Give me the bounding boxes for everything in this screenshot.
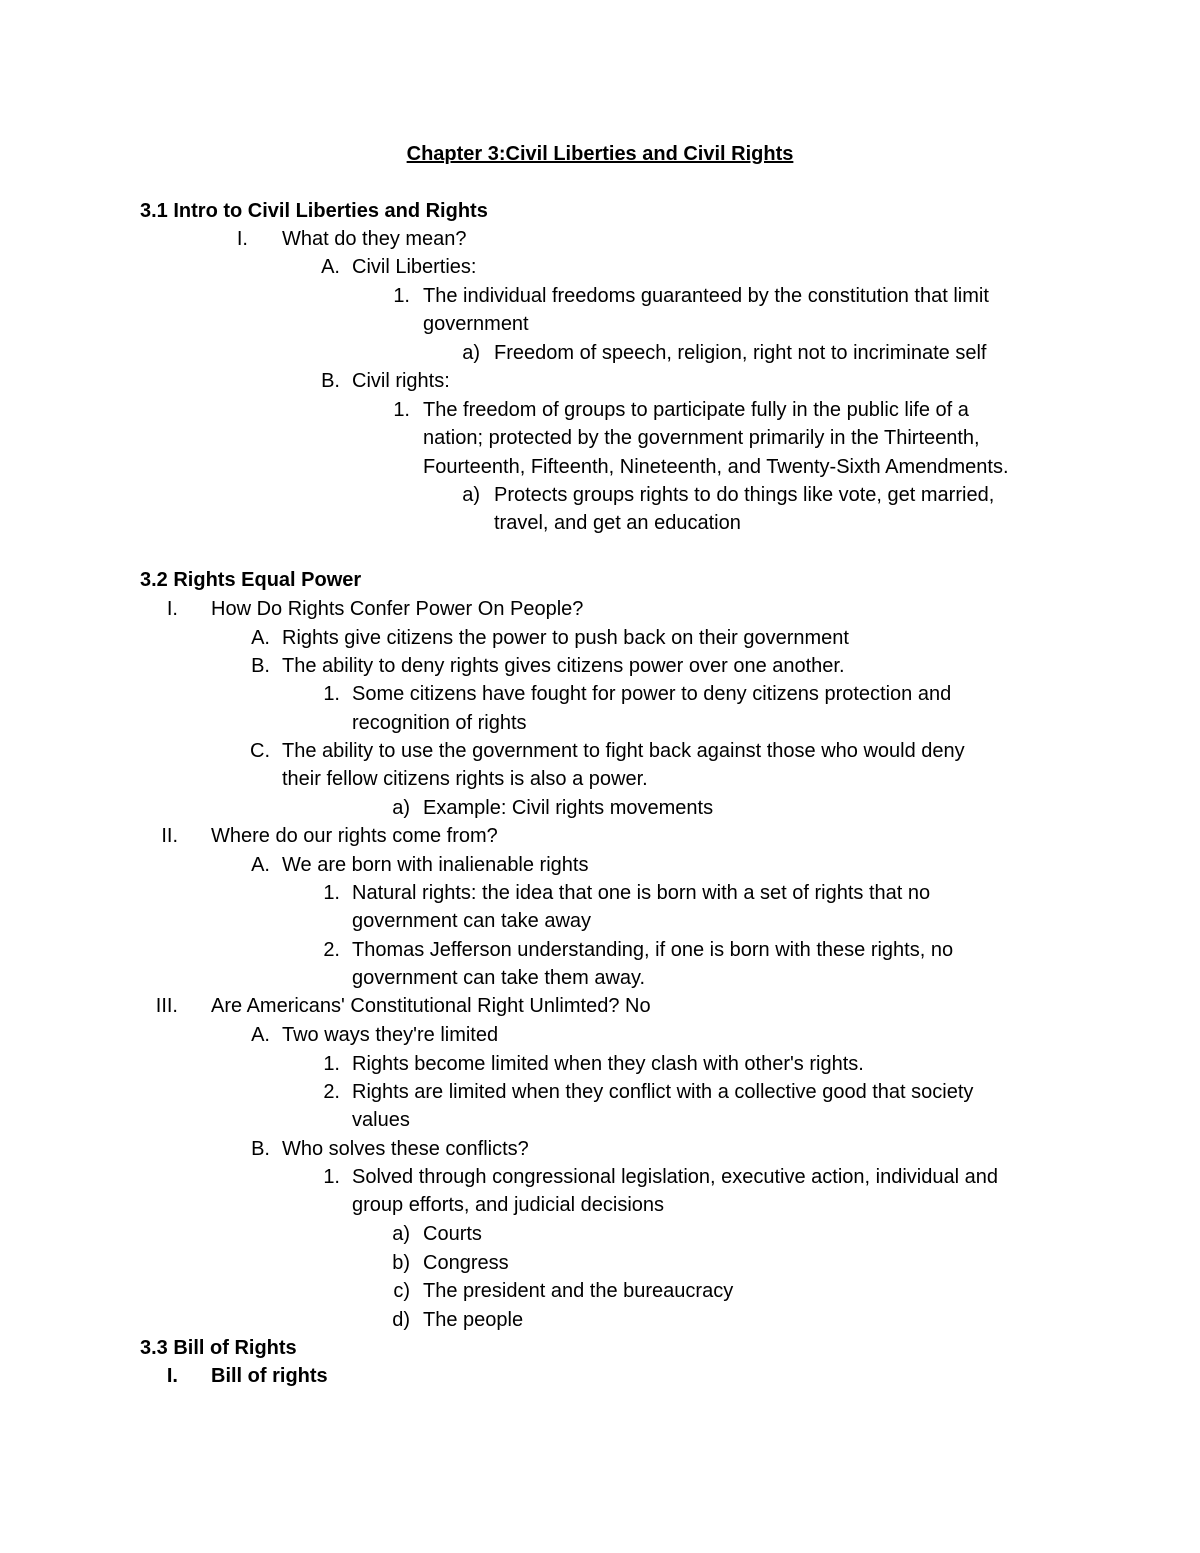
outline-marker: B. [251,655,270,677]
outline-marker: A. [251,854,270,876]
outline-item-text: government [423,313,529,335]
outline-marker: 1. [323,882,340,904]
outline-marker: I. [166,598,178,620]
outline-marker: 2. [323,1081,340,1103]
outline-item-text: nation; protected by the government primarily in the Thirteenth, [423,427,980,449]
outline-marker: 1. [323,1166,340,1188]
outline-marker: d) [392,1309,410,1331]
outline-item-text: Civil Liberties: [352,256,477,278]
outline-marker: a) [462,342,480,364]
outline-item-text: Example: Civil rights movements [423,797,714,819]
outline-marker: C. [250,740,270,762]
outline-item-text: Civil rights: [352,370,450,392]
outline-marker: B. [321,370,340,392]
outline-item-text: The president and the bureaucracy [423,1280,734,1302]
outline-item-text: Rights give citizens the power to push back on their government [282,627,849,649]
outline-marker: A. [251,1024,270,1046]
outline-marker: 2. [323,939,340,961]
outline-item-text: government can take them away. [352,967,646,989]
outline-item-text: Courts [423,1223,482,1245]
outline-item-text: Where do our rights come from? [211,825,498,847]
outline-item-text: recognition of rights [352,712,527,734]
section-heading-3-1: 3.1 Intro to Civil Liberties and Rights [140,200,488,222]
outline-item-text: The freedom of groups to participate fully in the public life of a [423,399,969,421]
outline-marker: a) [392,1223,410,1245]
outline-item-text: values [352,1109,410,1131]
outline-item-text: Congress [423,1252,509,1274]
outline-marker: 1. [393,399,410,421]
outline-marker: A. [251,627,270,649]
outline-item-text: How Do Rights Confer Power On People? [211,598,584,620]
outline-item-text: We are born with inalienable rights [282,854,589,876]
outline-item-text: Protects groups rights to do things like vote, get married, [494,484,995,506]
outline-item-text: travel, and get an education [494,512,741,534]
outline-item-text: What do they mean? [282,228,467,250]
outline-item-text: Two ways they're limited [282,1024,499,1046]
outline-item-text: Solved through congressional legislation, executive action, individual and [352,1166,998,1188]
outline-marker: I. [236,228,248,250]
outline-marker: II. [161,825,178,847]
outline-marker: I. [166,1365,178,1387]
outline-item-text: Natural rights: the idea that one is born with a set of rights that no [352,882,931,904]
outline-item-text: government can take away [352,910,592,932]
outline-marker: 1. [393,285,410,307]
outline-marker: a) [462,484,480,506]
outline-item-text: Bill of rights [211,1365,328,1387]
outline-item-text: The individual freedoms guaranteed by the constitution that limit [423,285,989,307]
outline-item-text: Rights become limited when they clash with other's rights. [352,1053,864,1075]
outline-marker: III. [155,995,178,1017]
document-title: Chapter 3:Civil Liberties and Civil Rights [406,143,794,165]
outline-item-text: The ability to deny rights gives citizens power over one another. [282,655,845,677]
outline-item-text: Fourteenth, Fifteenth, Nineteenth, and Twenty-Sixth Amendments. [423,456,1009,478]
outline-item-text: Some citizens have fought for power to deny citizens protection and [352,683,952,705]
outline-marker: A. [321,256,340,278]
outline-item-text: Who solves these conflicts? [282,1138,529,1160]
outline-marker: a) [392,797,410,819]
outline-item-text: Rights are limited when they conflict with a collective good that society [352,1081,974,1103]
outline-item-text: their fellow citizens rights is also a power. [282,768,648,790]
outline-marker: 1. [323,683,340,705]
outline-item-text: Thomas Jefferson understanding, if one is born with these rights, no [352,939,954,961]
outline-marker: b) [392,1252,410,1274]
outline-marker: c) [393,1280,410,1302]
outline-marker: 1. [323,1053,340,1075]
outline-item-text: group efforts, and judicial decisions [352,1194,665,1216]
outline-item-text: The people [423,1309,524,1331]
outline-item-text: The ability to use the government to fight back against those who would deny [282,740,965,762]
outline-item-text: Freedom of speech, religion, right not to incriminate self [494,342,987,364]
outline-item-text: Are Americans' Constitutional Right Unlimted? No [211,995,651,1017]
section-heading-3-2: 3.2 Rights Equal Power [140,569,362,591]
outline-marker: B. [251,1138,270,1160]
section-heading-3-3: 3.3 Bill of Rights [140,1337,297,1359]
